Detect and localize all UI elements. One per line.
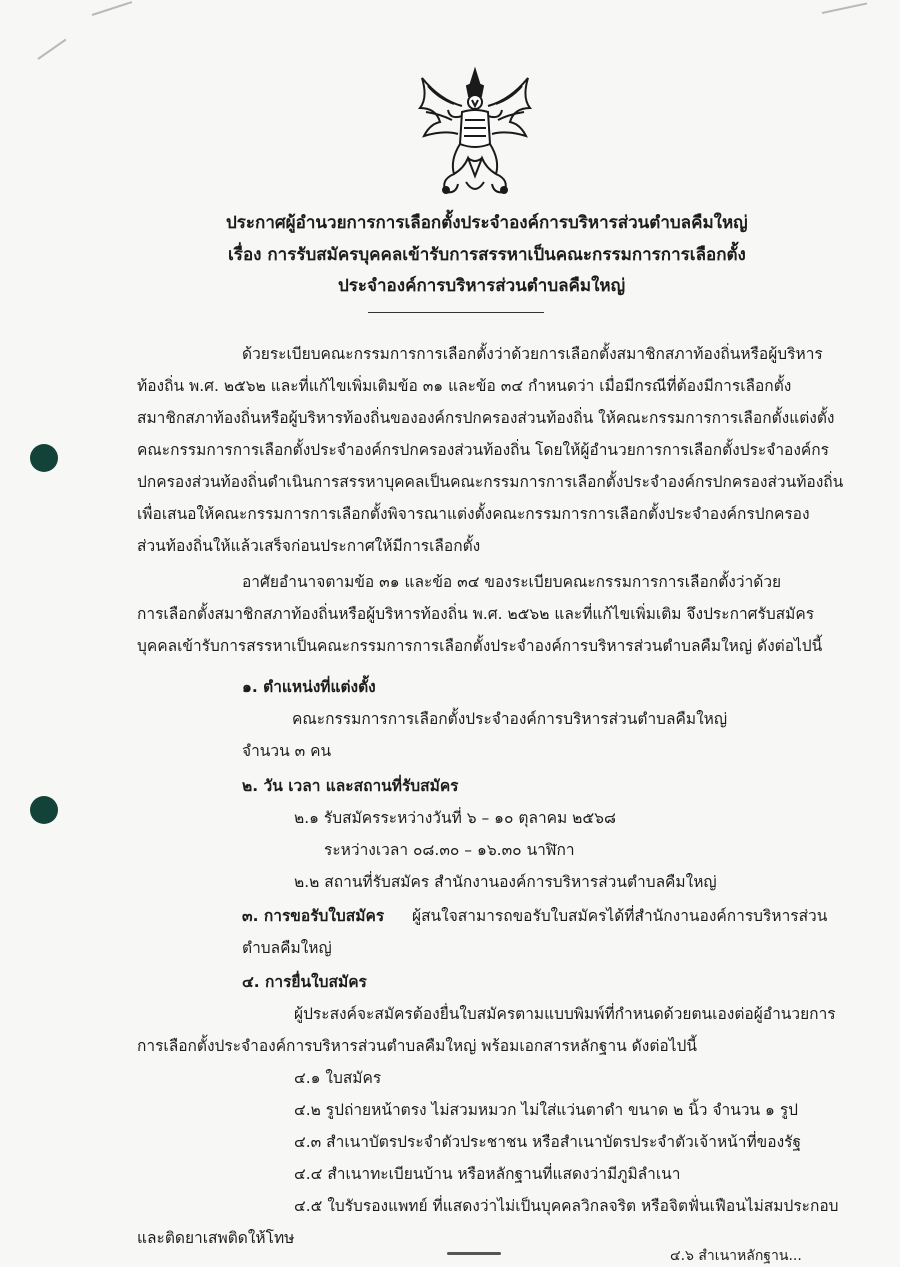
section1-text: คณะกรรมการการเลือกตั้งประจำองค์การบริหารส่วนตำบลคืมใหญ่ — [292, 710, 728, 728]
page-mark — [447, 1252, 501, 1255]
paragraph2-line: อาศัยอำนาจตามข้อ ๓๑ และข้อ ๓๔ ของระเบียบคณะกรรมการการเลือกตั้งว่าด้วย — [242, 573, 782, 591]
title-line-2: เรื่อง การรับสมัครบุคคลเข้ารับการสรรหาเป็นคณะกรรมการการเลือกตั้ง — [228, 245, 746, 265]
section2-item: ระหว่างเวลา ๐๘.๓๐ – ๑๖.๓๐ นาฬิกา — [324, 841, 575, 859]
title-underline — [368, 312, 544, 313]
title-line-3: ประจำองค์การบริหารส่วนตำบลคืมใหญ่ — [338, 276, 626, 296]
section2-item: ๒.๑ รับสมัครระหว่างวันที่ ๖ – ๑๐ ตุลาคม ๒๕๖๘ — [294, 809, 616, 827]
garuda-emblem-icon — [410, 64, 540, 204]
section4-item: ๔.๓ สำเนาบัตรประจำตัวประชาชน หรือสำเนาบัตรประจำตัวเจ้าหน้าที่ของรัฐ — [294, 1133, 802, 1151]
paragraph1-line: ส่วนท้องถิ่นให้แล้วเสร็จก่อนประกาศให้มีการเลือกตั้ง — [137, 537, 481, 555]
paragraph1-line: ด้วยระเบียบคณะกรรมการการเลือกตั้งว่าด้วยการเลือกตั้งสมาชิกสภาท้องถิ่นหรือผู้บริหาร — [242, 345, 823, 363]
scan-scratch — [37, 39, 66, 60]
section4-intro: ผู้ประสงค์จะสมัครต้องยื่นใบสมัครตามแบบพิมพ์ที่กำหนดด้วยตนเองต่อผู้อำนวยการ — [294, 1005, 836, 1023]
continuation-note: ๔.๖ สำเนาหลักฐาน... — [670, 1248, 802, 1264]
section4-item: ๔.๒ รูปถ่ายหน้าตรง ไม่สวมหมวก ไม่ใส่แว่นตาดำ ขนาด ๒ นิ้ว จำนวน ๑ รูป — [294, 1101, 798, 1119]
section4-item: ๔.๔ สำเนาทะเบียนบ้าน หรือหลักฐานที่แสดงว่ามีภูมิลำเนา — [294, 1165, 681, 1183]
section2-item: ๒.๒ สถานที่รับสมัคร สำนักงานองค์การบริหารส่วนตำบลคืมใหญ่ — [294, 873, 717, 891]
punch-hole — [30, 444, 58, 472]
section1-text: จำนวน ๓ คน — [242, 742, 332, 760]
paragraph1-line: ท้องถิ่น พ.ศ. ๒๕๖๒ และที่แก้ไขเพิ่มเติมข้อ ๓๑ และข้อ ๓๔ กำหนดว่า เมื่อมีกรณีที่ต้องมีการเลือกตั้ง — [137, 377, 792, 395]
section1-heading: ๑. ตำแหน่งที่แต่งตั้ง — [242, 678, 376, 696]
paragraph1-line: ปกครองส่วนท้องถิ่นดำเนินการสรรหาบุคคลเป็นคณะกรรมการการเลือกตั้งประจำองค์กรปกครองส่วนท้องถิ่น — [137, 473, 844, 491]
section3-text: ผู้สนใจสามารถขอรับใบสมัครได้ที่สำนักงานองค์การบริหารส่วน — [412, 907, 828, 925]
title-line-1: ประกาศผู้อำนวยการการเลือกตั้งประจำองค์การบริหารส่วนตำบลคืมใหญ่ — [226, 213, 748, 233]
punch-hole — [30, 796, 58, 824]
section4-item-continuation: และติดยาเสพติดให้โทษ — [137, 1229, 295, 1247]
section3-text: ตำบลคืมใหญ่ — [242, 939, 332, 957]
section2-heading: ๒. วัน เวลา และสถานที่รับสมัคร — [242, 777, 459, 795]
paragraph1-line: สมาชิกสภาท้องถิ่นหรือผู้บริหารท้องถิ่นขององค์กรปกครองส่วนท้องถิ่น ให้คณะกรรมการการเลือกตั้งแต่งตั้ง — [137, 409, 835, 427]
section4-heading: ๔. การยื่นใบสมัคร — [242, 973, 367, 991]
paragraph1-line: คณะกรรมการการเลือกตั้งประจำองค์กรปกครองส่วนท้องถิ่น โดยให้ผู้อำนวยการการเลือกตั้งประจำองค์กร — [137, 441, 829, 459]
scan-scratch — [822, 2, 867, 14]
paragraph1-line: เพื่อเสนอให้คณะกรรมการการเลือกตั้งพิจารณาแต่งตั้งคณะกรรมการการเลือกตั้งประจำองค์กรปกครอง — [137, 505, 810, 523]
paragraph2-line: การเลือกตั้งสมาชิกสภาท้องถิ่นหรือผู้บริหารท้องถิ่น พ.ศ. ๒๕๖๒ และที่แก้ไขเพิ่มเติม จึงประกาศรับสมัคร — [137, 605, 815, 623]
section4-item: ๔.๕ ใบรับรองแพทย์ ที่แสดงว่าไม่เป็นบุคคลวิกลจริต หรือจิตฟั่นเฟือนไม่สมประกอบ — [294, 1197, 839, 1215]
paragraph2-line: บุคคลเข้ารับการสรรหาเป็นคณะกรรมการการเลือกตั้งประจำองค์การบริหารส่วนตำบลคืมใหญ่ ดังต่อไปนี้ — [137, 637, 823, 655]
section4-intro: การเลือกตั้งประจำองค์การบริหารส่วนตำบลคืมใหญ่ พร้อมเอกสารหลักฐาน ดังต่อไปนี้ — [137, 1037, 697, 1055]
section3-heading: ๓. การขอรับใบสมัคร — [242, 907, 385, 925]
section4-item: ๔.๑ ใบสมัคร — [294, 1069, 382, 1087]
scan-scratch — [92, 1, 133, 16]
